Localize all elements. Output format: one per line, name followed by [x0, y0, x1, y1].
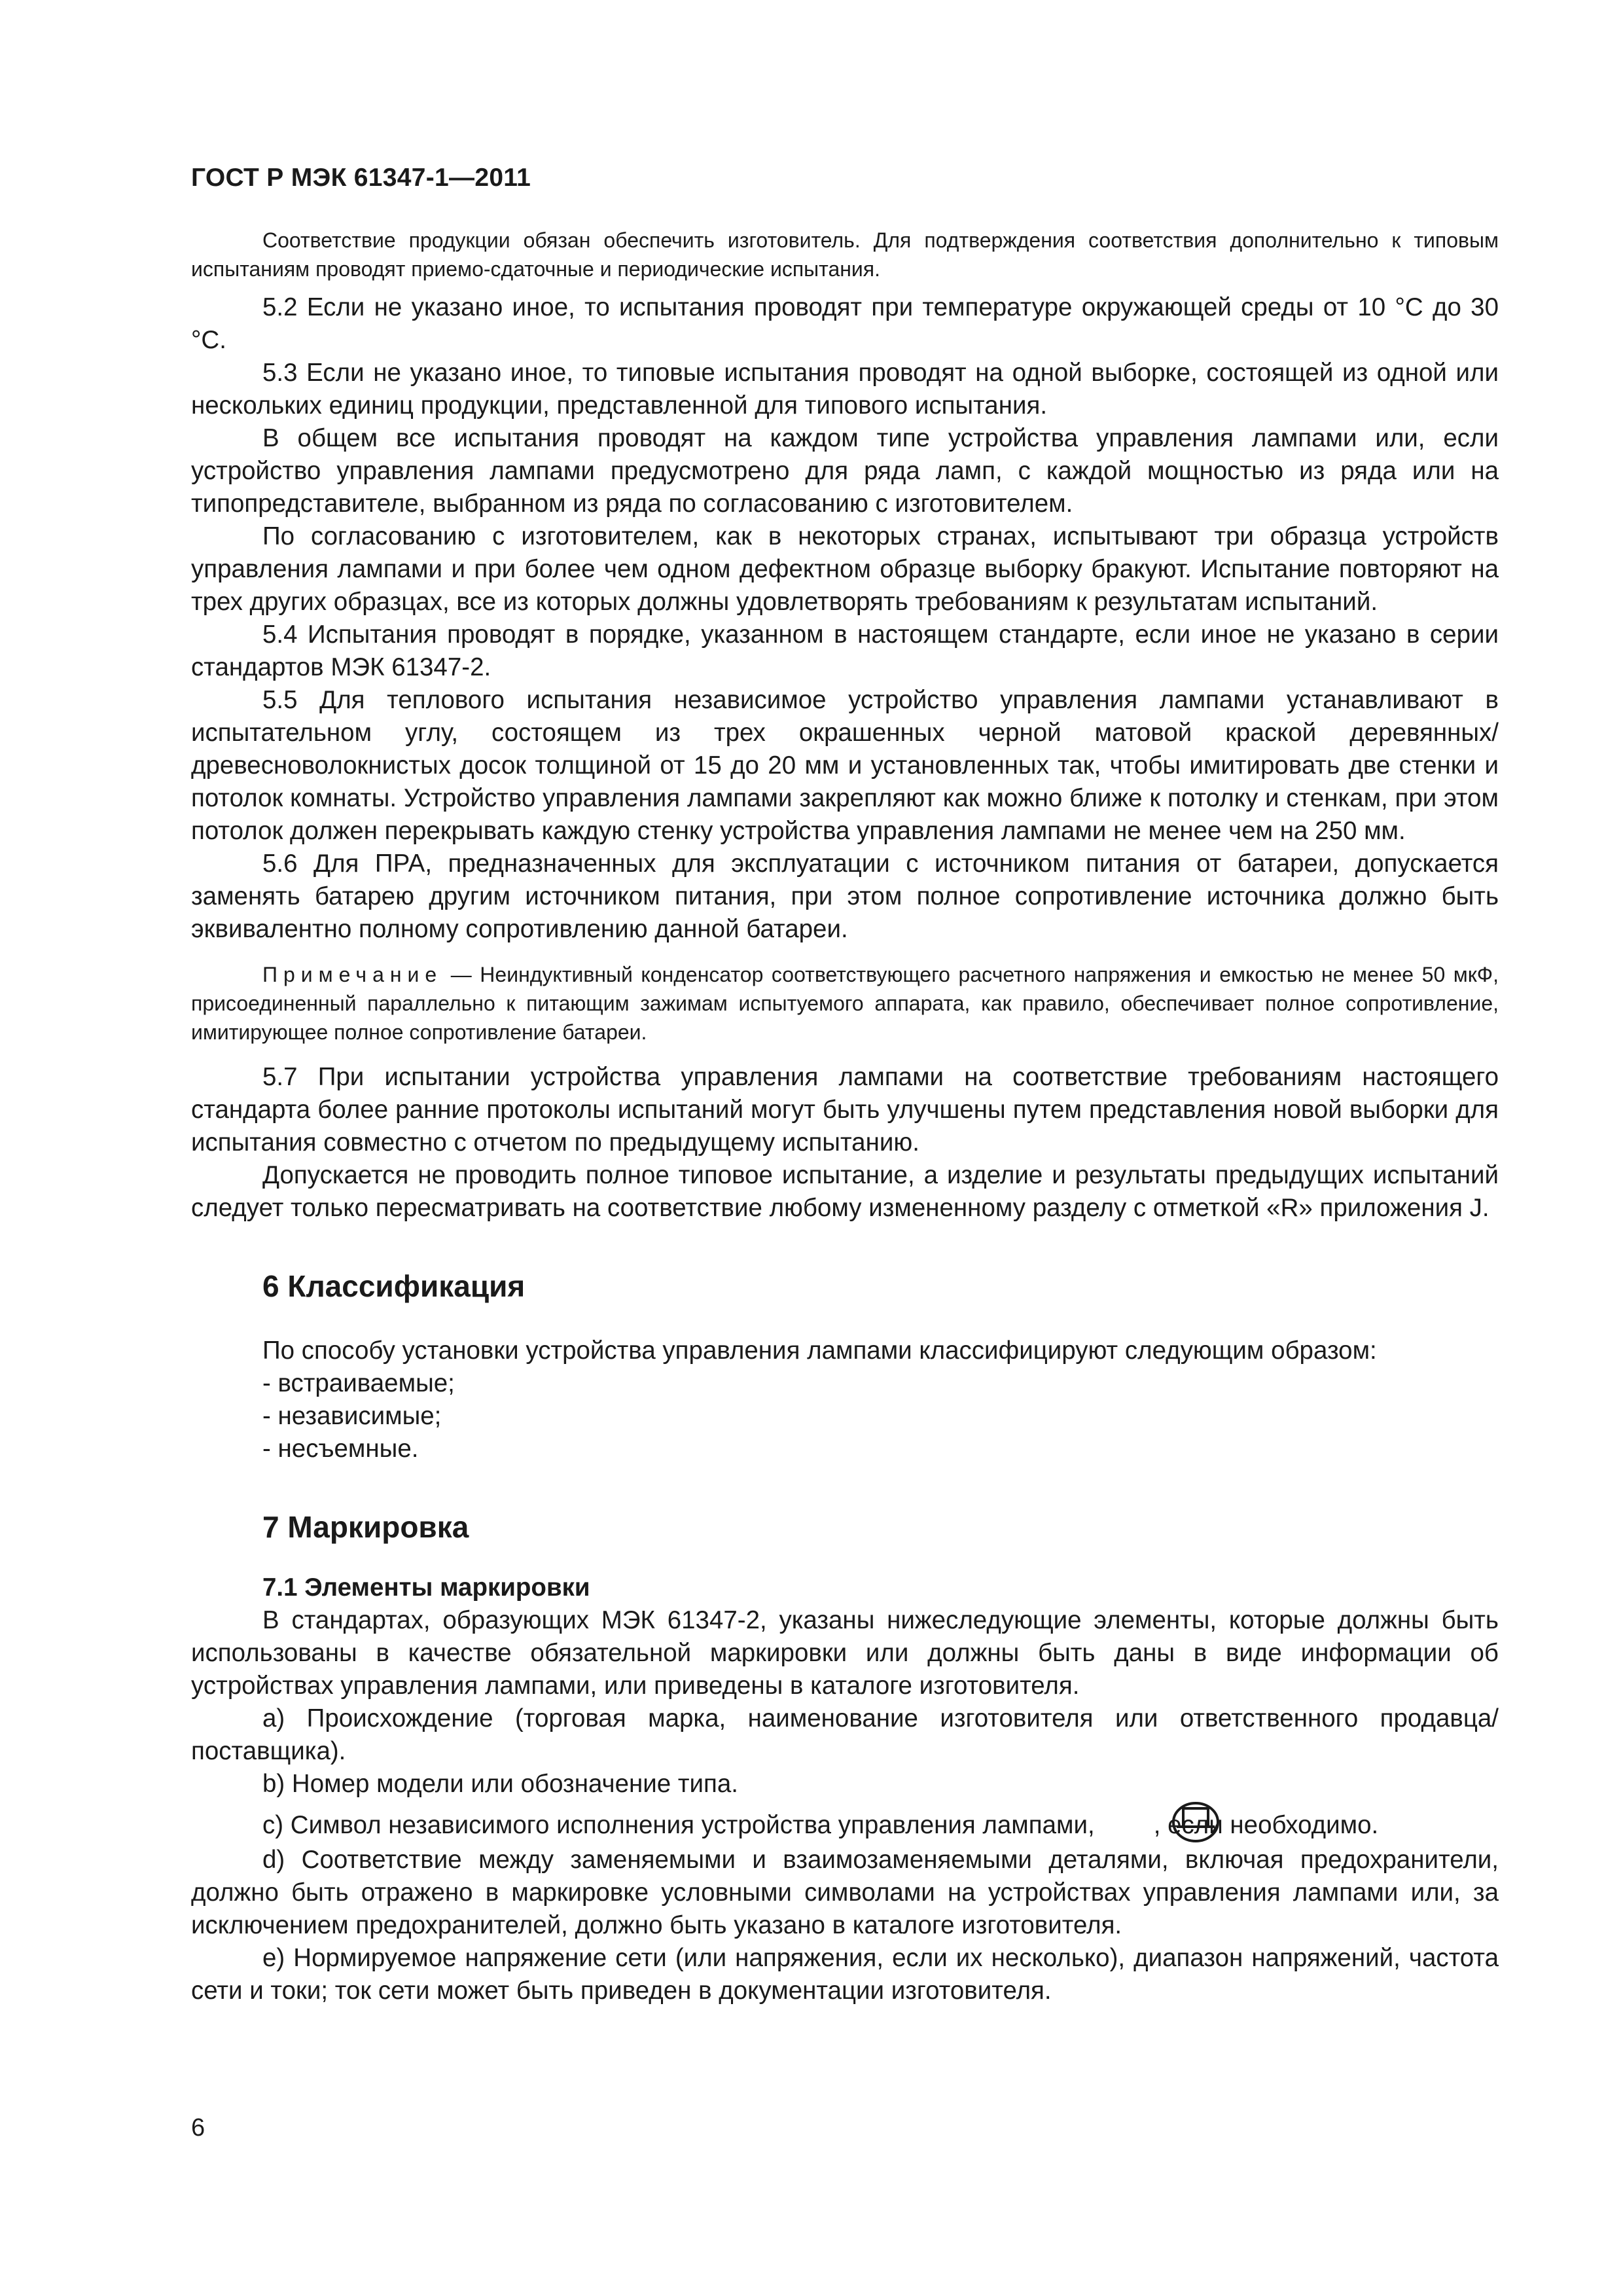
paragraph-5-3: 5.3 Если не указано иное, то типовые испытания проводят на одной выборке, состоящей из одной или нескольких единиц продукции, представленной для типового испытания.: [191, 359, 1499, 420]
paragraph-5-3-general: В общем все испытания проводят на каждом типе устройства управления лампами или, если устройство управления лампами предусмотрено для ряда ламп, с каждой мощностью из ряда или на типопредставителе, выбранном из ряда по согласованию с изготовителем.: [191, 424, 1499, 518]
intro-paragraph: Соответствие продукции обязан обеспечить изготовитель. Для подтверждения соответствия дополнительно к типовым испытаниям проводят приемо-сдаточные и периодические испытания.: [191, 228, 1499, 281]
document-header: ГОСТ Р МЭК 61347-1—2011: [191, 164, 531, 192]
list-item-built-in: - встраиваемые;: [262, 1369, 455, 1397]
note-paragraph: [191, 960, 1499, 1047]
paragraph-5-2: 5.2 Если не указано иное, то испытания проводят при температуре окружающей среды от 10 °С до 30 °С.: [191, 293, 1499, 354]
note-label: Примечание: [262, 963, 443, 986]
item-d: d) Соответствие между заменяемыми и взаимозаменяемыми деталями, включая предохранители, должно быть отражено в маркировке условными символами на устройствах управления лампами или, за исключением предохранителей, должно быть указано в каталоге изготовителя.: [191, 1846, 1499, 1939]
note-text: — Неиндуктивный конденсатор соответствующего расчетного напряжения и емкостью не менее 50 мкФ, присоединенный параллельно к питающим зажимам испытуемого аппарата, как правило, обеспечивает полное сопротивление, имитирующее полное сопротивление батареи.: [191, 963, 1499, 1044]
item-c-text: c) Символ независимого исполнения устройства управления лампами,: [262, 1811, 1095, 1839]
list-item-independent: - независимые;: [262, 1402, 442, 1430]
paragraph-6-intro: По способу установки устройства управления лампами классифицируют следующим образом:: [262, 1336, 1377, 1365]
item-e: e) Нормируемое напряжение сети (или напряжения, если их несколько), диапазон напряжений, частота сети и токи; ток сети может быть приведен в документации изготовителя.: [191, 1944, 1499, 2005]
item-c-suffix: , если необходимо.: [1153, 1811, 1379, 1839]
paragraph-5-4: 5.4 Испытания проводят в порядке, указанном в настоящем стандарте, если иное не указано в серии стандартов МЭК 61347-2.: [191, 620, 1499, 681]
section-heading-7: 7 Маркировка: [262, 1510, 469, 1544]
page-number: 6: [191, 2114, 205, 2142]
paragraph-5-7-allowance: Допускается не проводить полное типовое испытание, а изделие и результаты предыдущих испытаний следует только пересматривать на соответствие любому измененному разделу с отметкой «R» приложения J.: [191, 1161, 1499, 1222]
item-a: a) Происхождение (торговая марка, наименование изготовителя или ответственного продавца/поставщика).: [191, 1704, 1499, 1765]
section-heading-6: 6 Классификация: [262, 1269, 526, 1303]
paragraph-5-7: 5.7 При испытании устройства управления лампами на соответствие требованиям настоящего стандарта более ранние протоколы испытаний могут быть улучшены путем представления новой выборки для испытания совместно с отчетом по предыдущему испытанию.: [191, 1063, 1499, 1157]
list-item-non-removable: - несъемные.: [262, 1435, 419, 1463]
paragraph-5-3-agreement: По согласованию с изготовителем, как в некоторых странах, испытывают три образца устройств управления лампами и при более чем одном дефектном образце выборку бракуют. Испытание повторяют на трех других образцах, все из которых должны удовлетворять требованиям к результатам испытаний.: [191, 522, 1499, 616]
paragraph-5-5: 5.5 Для теплового испытания независимое устройство управления лампами устанавливают в испытательном углу, состоящем из трех окрашенных черной матовой краской деревянных/древесноволокнистых досок толщиной от 15 до 20 мм и установленных так, чтобы имитировать две стенки и потолок комнаты. Устройство управления лампами закрепляют как можно ближе к потолку и стенкам, при этом потолок должен перекрывать каждую стенку устройства управления лампами не менее чем на 250 мм.: [191, 686, 1499, 845]
subsection-heading-7-1: 7.1 Элементы маркировки: [262, 1573, 590, 1602]
item-b: b) Номер модели или обозначение типа.: [262, 1770, 738, 1798]
document-body: [191, 226, 1499, 2007]
paragraph-5-6: 5.6 Для ПРА, предназначенных для эксплуатации с источником питания от батареи, допускается заменять батарею другим источником питания, при этом полное сопротивление источника должно быть эквивалентно полному сопротивлению данной батареи.: [191, 850, 1499, 943]
item-c: [191, 1801, 1499, 1844]
paragraph-7-1: В стандартах, образующих МЭК 61347-2, указаны нижеследующие элементы, которые должны быть использованы в качестве обязательной маркировки или должны быть даны в виде информации об устройствах управления лампами, или приведены в каталоге изготовителя.: [191, 1606, 1499, 1700]
independent-symbol-icon: [1099, 1801, 1150, 1844]
